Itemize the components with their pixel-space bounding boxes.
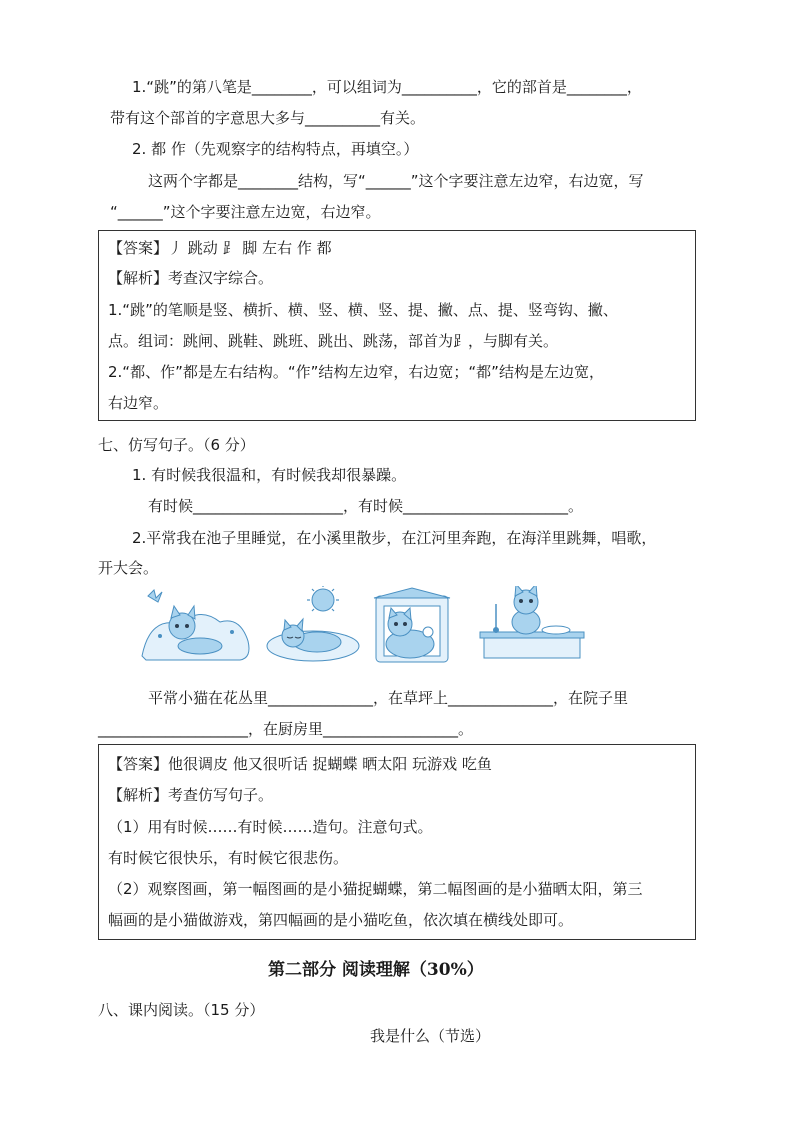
answer-2-p2: 有时候它很快乐，有时候它很悲伤。 [108, 849, 349, 867]
cat-illustrations [140, 586, 710, 664]
q7-fill2: ____________________，在厨房里__________________。 [98, 720, 474, 738]
q6-line1: 1.“跳”的第八笔是________，可以组词为__________，它的部首是________， [132, 78, 642, 96]
answer-box-1 [98, 230, 696, 421]
answer-2-answer: 【答案】他很调皮 他又很听话 捉蝴蝶 晒太阳 玩游戏 吃鱼 [108, 755, 492, 773]
part-two-title: 第二部分 阅读理解（30%） [268, 960, 484, 980]
cat-fish-image [480, 586, 584, 658]
answer-1-analysis: 【解析】考查汉字综合。 [108, 269, 274, 287]
q7-item2a: 2.平常我在池子里睡觉，在小溪里散步，在江河里奔跑，在海洋里跳舞，唱歌， [132, 529, 657, 547]
q7-fill1: 平常小猫在花丛里______________，在草坪上______________，在院子里 [148, 689, 629, 707]
q8-title: 八、课内阅读。（15 分） [98, 1001, 265, 1019]
cat-sun-image [267, 586, 359, 661]
q7-item1-fill: 有时候____________________，有时候______________________。 [148, 497, 584, 515]
q6-line5: “______”这个字要注意左边宽，右边窄。 [110, 203, 381, 221]
q6-line2: 带有这个部首的字意思大多与__________有关。 [110, 109, 426, 127]
answer-1-p2a: 2.“都、作”都是左右结构。“作”结构左边窄，右边宽；“都”结构是左边宽， [108, 363, 604, 381]
cat-playing-image [374, 588, 450, 662]
answer-1-answer: 【答案】丿 跳动 ⻊ 脚 左右 作 都 [108, 239, 332, 257]
passage-title: 我是什么（节选） [370, 1027, 491, 1045]
answer-2-p1: （1）用有时候……有时候……造句。注意句式。 [108, 818, 433, 836]
q6-line3: 2. 都 作（先观察字的结构特点，再填空。） [132, 140, 419, 158]
q6-line4: 这两个字都是________结构，写“______”这个字要注意左边窄，右边宽，写 [148, 172, 644, 190]
answer-1-p1b: 点。组词：跳闸、跳鞋、跳班、跳出、跳荡，部首为⻊，与脚有关。 [108, 332, 559, 350]
answer-2-p3b: 幅画的是小猫做游戏，第四幅画的是小猫吃鱼，依次填在横线处即可。 [108, 911, 574, 929]
answer-2-p3a: （2）观察图画，第一幅图画的是小猫捉蝴蝶，第二幅图画的是小猫晒太阳，第三 [108, 880, 643, 898]
q7-title: 七、仿写句子。（6 分） [98, 436, 255, 454]
answer-1-p1a: 1.“跳”的笔顺是竖、横折、横、竖、横、竖、提、撇、点、提、竖弯钩、撇、 [108, 301, 618, 319]
answer-1-p2b: 右边窄。 [108, 394, 169, 412]
cat-butterfly-image [142, 590, 249, 660]
q7-item2b: 开大会。 [98, 559, 159, 577]
answer-2-analysis: 【解析】考查仿写句子。 [108, 786, 274, 804]
q7-item1: 1. 有时候我很温和，有时候我却很暴躁。 [132, 466, 407, 484]
